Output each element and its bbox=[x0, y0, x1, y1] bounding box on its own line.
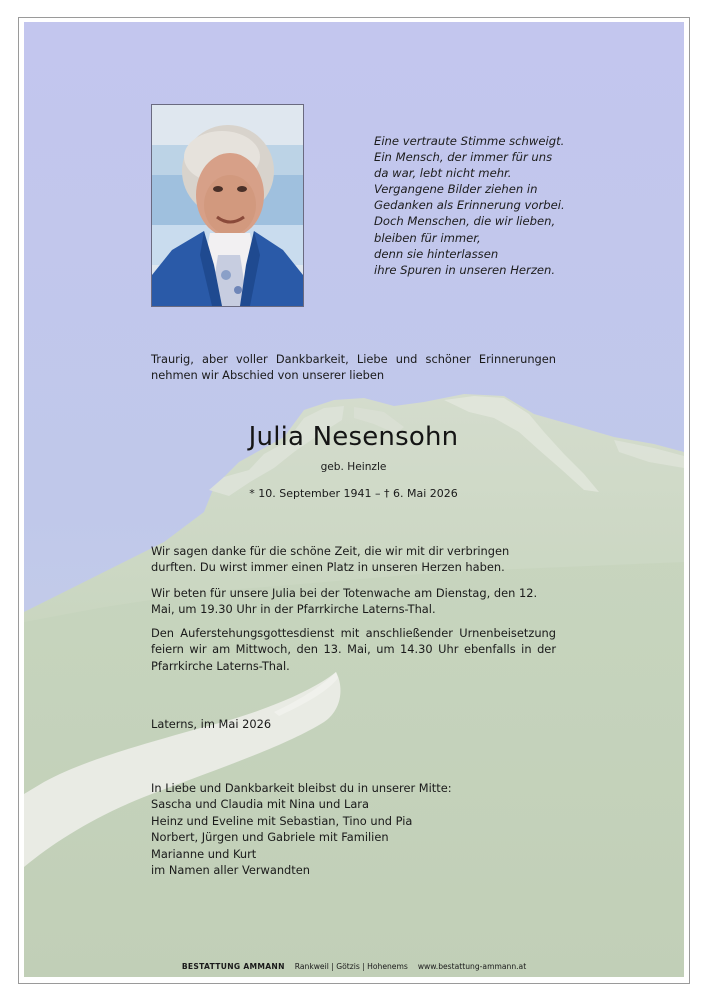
footer-brand: BESTATTUNG AMMANN bbox=[181, 962, 285, 971]
family-heading: In Liebe und Dankbarkeit bleibst du in unserer Mitte: bbox=[151, 781, 452, 795]
family-member-line: Marianne und Kurt bbox=[151, 846, 257, 861]
thanks-paragraph: Wir sagen danke für die schöne Zeit, die wir mit dir verbringen durften. Du wirst immer einen Platz in unseren Herzen haben. bbox=[151, 544, 510, 575]
family-list bbox=[151, 780, 452, 878]
birth-name: geb. Heinzle bbox=[320, 461, 387, 473]
poem-line: da war, lebt nicht mehr. bbox=[374, 166, 512, 181]
family-member-line: Heinz und Eveline mit Sebastian, Tino und Pia bbox=[151, 813, 413, 828]
funeral-paragraph: Den Auferstehungsgottesdienst mit anschließender Urnenbeisetzung feiern wir am Mittwoch, den 13. Mai, um 14.30 Uhr ebenfalls in der Pfarrkirche Laterns-Thal. bbox=[151, 626, 556, 673]
intro-text: Traurig, aber voller Dankbarkeit, Liebe und schöner Erinnerungen nehmen wir Abschied von unserer lieben bbox=[151, 352, 556, 383]
deceased-name: Julia Nesensohn bbox=[248, 422, 459, 452]
memorial-poem bbox=[374, 133, 594, 278]
poem-line: Doch Menschen, die wir lieben, bbox=[374, 214, 556, 229]
life-dates: * 10. September 1941 – † 6. Mai 2026 bbox=[249, 487, 458, 500]
family-member-line: Norbert, Jürgen und Gabriele mit Familien bbox=[151, 830, 389, 845]
poem-line: Gedanken als Erinnerung vorbei. bbox=[374, 198, 565, 213]
footer bbox=[24, 962, 684, 971]
footer-website[interactable]: www.bestattung-ammann.at bbox=[417, 962, 527, 971]
place-date: Laterns, im Mai 2026 bbox=[151, 717, 272, 731]
poem-line: denn sie hinterlassen bbox=[374, 246, 499, 261]
poem-line: bleiben für immer, bbox=[374, 230, 481, 245]
family-member-line: im Namen aller Verwandten bbox=[151, 863, 310, 878]
portrait-photo bbox=[151, 104, 304, 307]
poem-line: ihre Spuren in unseren Herzen. bbox=[374, 262, 556, 277]
family-member-line: Sascha und Claudia mit Nina und Lara bbox=[151, 797, 369, 812]
poem-line: Vergangene Bilder ziehen in bbox=[374, 182, 538, 197]
poem-line: Eine vertraute Stimme schweigt. bbox=[374, 134, 565, 148]
vigil-paragraph: Wir beten für unsere Julia bei der Totenwache am Dienstag, den 12. Mai, um 19.30 Uhr in der Pfarrkirche Laterns-Thal. bbox=[151, 586, 538, 617]
poem-line: Ein Mensch, der immer für uns bbox=[374, 150, 553, 165]
footer-locations: Rankweil | Götzis | Hohenems bbox=[294, 962, 408, 971]
